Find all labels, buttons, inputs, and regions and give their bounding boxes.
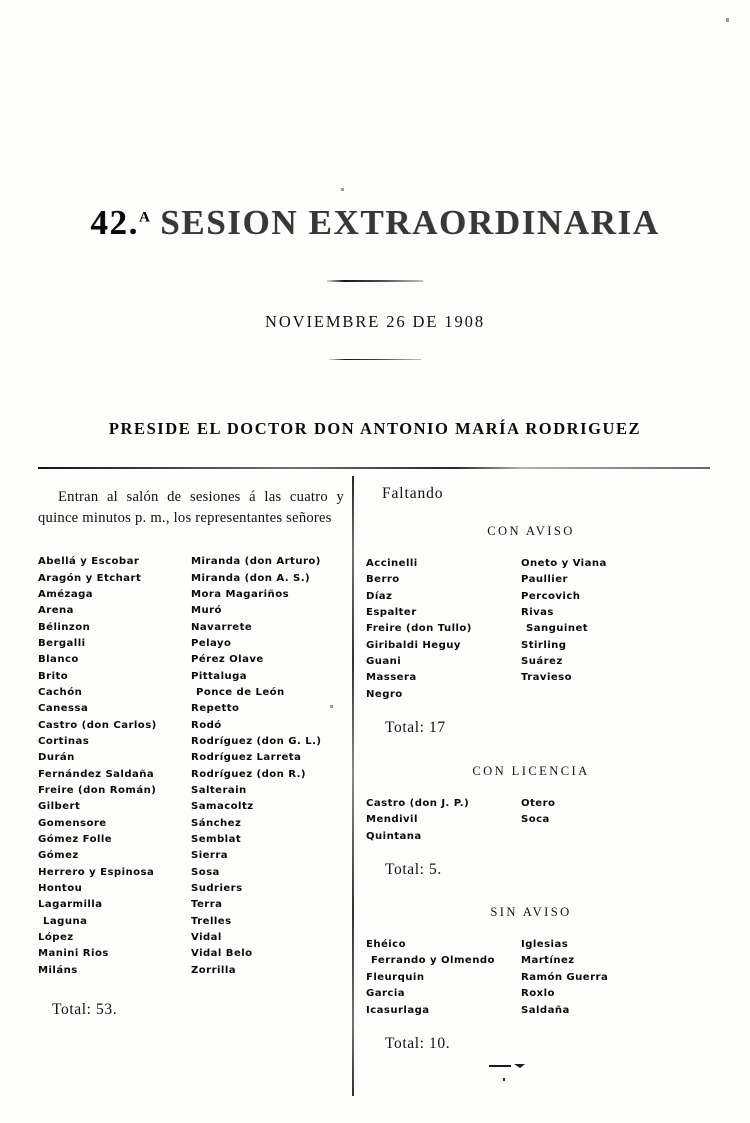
name-entry: Samacoltz — [191, 801, 254, 813]
name-entry: Iglesias — [521, 939, 569, 951]
name-entry: Pérez Olave — [191, 654, 264, 666]
name-entry: Manini Rios — [38, 948, 109, 960]
name-entry: Hontou — [38, 883, 83, 895]
con-licencia-block — [366, 764, 696, 879]
name-entry: Aragón y Etchart — [38, 572, 142, 584]
name-entry: Trelles — [191, 915, 232, 927]
name-entry: Miranda (don A. S.) — [191, 572, 311, 584]
con-aviso-total: Total: 17 — [385, 719, 446, 737]
name-entry: Mora Magariños — [191, 588, 290, 600]
sin-aviso-name-column-1 — [366, 937, 521, 1019]
name-entry: Laguna — [43, 915, 88, 927]
ornament-bar-right — [514, 1064, 525, 1068]
attendance-total: Total: 53. — [52, 1001, 118, 1019]
name-entry: Gomensore — [38, 817, 107, 829]
name-entry: Travieso — [521, 672, 572, 684]
attendance-name-column-2 — [191, 554, 344, 979]
name-entry: Martínez — [521, 955, 575, 967]
name-entry: Arena — [38, 605, 74, 617]
masthead — [0, 205, 750, 360]
scan-speck — [341, 188, 344, 191]
name-entry: Lagarmilla — [38, 899, 103, 911]
name-entry: Bélinzon — [38, 621, 91, 633]
name-entry: Miranda (don Arturo) — [191, 556, 321, 568]
name-entry: Icasurlaga — [366, 1004, 430, 1016]
name-entry: Paullier — [521, 574, 568, 586]
name-entry: Ehéico — [366, 939, 407, 951]
sin-aviso-block — [366, 905, 696, 1053]
name-entry: Percovich — [521, 590, 581, 602]
name-entry: Freire (don Tullo) — [366, 623, 472, 635]
name-entry: Castro (don Carlos) — [38, 719, 157, 731]
name-entry: Gómez — [38, 850, 79, 862]
name-entry: Quintana — [366, 830, 422, 842]
name-entry: Massera — [366, 672, 417, 684]
divider-rule-under-title — [327, 280, 423, 282]
sin-aviso-name-column-2 — [521, 937, 681, 1019]
session-number-ordinal-suffix: A — [138, 209, 150, 226]
name-entry: Ponce de León — [196, 686, 285, 698]
name-entry: Pittaluga — [191, 670, 248, 682]
vertical-divider-rule — [352, 476, 354, 1096]
con-aviso-name-column-1 — [366, 556, 521, 703]
name-entry: Repetto — [191, 703, 240, 715]
name-entry: Cachón — [38, 686, 83, 698]
bottom-ornament — [489, 1063, 525, 1073]
name-entry: Berro — [366, 574, 400, 586]
name-entry: Sánchez — [191, 817, 242, 829]
name-entry: Giribaldi Heguy — [366, 639, 461, 651]
absent-section — [366, 485, 696, 1053]
name-entry: Rodríguez Larreta — [191, 752, 302, 764]
name-entry: Zorrilla — [191, 964, 237, 976]
sin-aviso-total: Total: 10. — [385, 1034, 451, 1052]
divider-rule-under-date — [329, 359, 421, 361]
name-entry: Mendivil — [366, 814, 418, 826]
ornament-bar-left — [489, 1065, 511, 1067]
session-number: 42. — [90, 203, 139, 242]
horizontal-divider-rule — [38, 467, 710, 469]
name-entry: Brito — [38, 670, 69, 682]
name-entry: Ferrando y Olmendo — [371, 955, 495, 967]
name-entry: Sosa — [191, 866, 220, 878]
name-entry: Stirling — [521, 639, 567, 651]
name-entry: Sanguinet — [526, 623, 589, 635]
page-title — [0, 205, 750, 242]
con-licencia-name-column-2 — [521, 796, 681, 845]
scan-speck — [726, 18, 729, 22]
session-title-text: SESION EXTRAORDINARIA — [160, 203, 660, 242]
attendance-intro-paragraph: Entran al salón de sesiones á las cuatro y quince minutos p. m., los representantes señores — [38, 489, 344, 526]
name-entry: Ramón Guerra — [521, 971, 609, 983]
name-entry: Díaz — [366, 590, 393, 602]
name-entry: Amézaga — [38, 588, 94, 600]
name-entry: Rodó — [191, 719, 222, 731]
session-date: NOVIEMBRE 26 DE 1908 — [265, 311, 485, 331]
name-entry: Canessa — [38, 703, 89, 715]
name-entry: Negro — [366, 688, 403, 700]
name-entry: Sierra — [191, 850, 229, 862]
name-entry: Fernández Saldaña — [38, 768, 155, 780]
con-aviso-subheading: CON AVISO — [487, 524, 575, 538]
attendance-name-column-1 — [38, 554, 191, 979]
name-entry: Espalter — [366, 607, 417, 619]
name-entry: Saldaña — [521, 1004, 570, 1016]
name-entry: Guani — [366, 656, 402, 668]
name-entry: Vidal Belo — [191, 948, 253, 960]
attendance-section — [38, 487, 344, 1019]
name-entry: López — [38, 932, 74, 944]
name-entry: Abellá y Escobar — [38, 556, 140, 568]
name-entry: Salterain — [191, 785, 247, 796]
con-licencia-total: Total: 5. — [385, 861, 442, 879]
name-entry: Pelayo — [191, 637, 232, 649]
name-entry: Rodríguez (don G. L.) — [191, 735, 322, 747]
name-entry: Semblat — [191, 834, 242, 846]
absent-heading: Faltando — [382, 485, 444, 502]
name-entry: Terra — [191, 899, 223, 911]
name-entry: Accinelli — [366, 558, 418, 569]
name-entry: Castro (don J. P.) — [366, 798, 470, 810]
name-entry: Vidal — [191, 932, 222, 944]
name-entry: Rivas — [521, 607, 554, 619]
con-aviso-name-columns — [366, 556, 696, 703]
name-entry: Oneto y Viana — [521, 558, 607, 569]
name-entry: Cortinas — [38, 735, 90, 747]
con-licencia-name-columns — [366, 796, 696, 845]
presider-line: PRESIDE EL DOCTOR DON ANTONIO MARÍA RODRIGUEZ — [108, 419, 642, 438]
sin-aviso-subheading: SIN AVISO — [490, 905, 572, 920]
attendance-name-columns — [38, 554, 344, 979]
name-entry: Blanco — [38, 654, 79, 666]
name-entry: Herrero y Espinosa — [38, 866, 155, 878]
name-entry: Garcia — [366, 988, 406, 1000]
name-entry: Otero — [521, 798, 556, 810]
name-entry: Roxlo — [521, 988, 555, 1000]
name-entry: Navarrete — [191, 621, 253, 633]
con-aviso-name-column-2 — [521, 556, 681, 703]
name-entry: Suárez — [521, 656, 563, 668]
name-entry: Miláns — [38, 964, 78, 976]
name-entry: Gómez Folle — [38, 834, 113, 846]
name-entry: Durán — [38, 752, 75, 764]
ornament-dot — [503, 1078, 505, 1081]
con-licencia-name-column-1 — [366, 796, 521, 845]
name-entry: Freire (don Román) — [38, 785, 157, 796]
name-entry: Sudriers — [191, 883, 243, 895]
name-entry: Gilbert — [38, 801, 81, 813]
name-entry: Bergalli — [38, 637, 86, 649]
sin-aviso-name-columns — [366, 937, 696, 1019]
name-entry: Muró — [191, 605, 222, 617]
name-entry: Soca — [521, 814, 550, 826]
name-entry: Fleurquin — [366, 971, 425, 983]
con-licencia-subheading: CON LICENCIA — [472, 764, 590, 779]
name-entry: Rodríguez (don R.) — [191, 768, 306, 780]
